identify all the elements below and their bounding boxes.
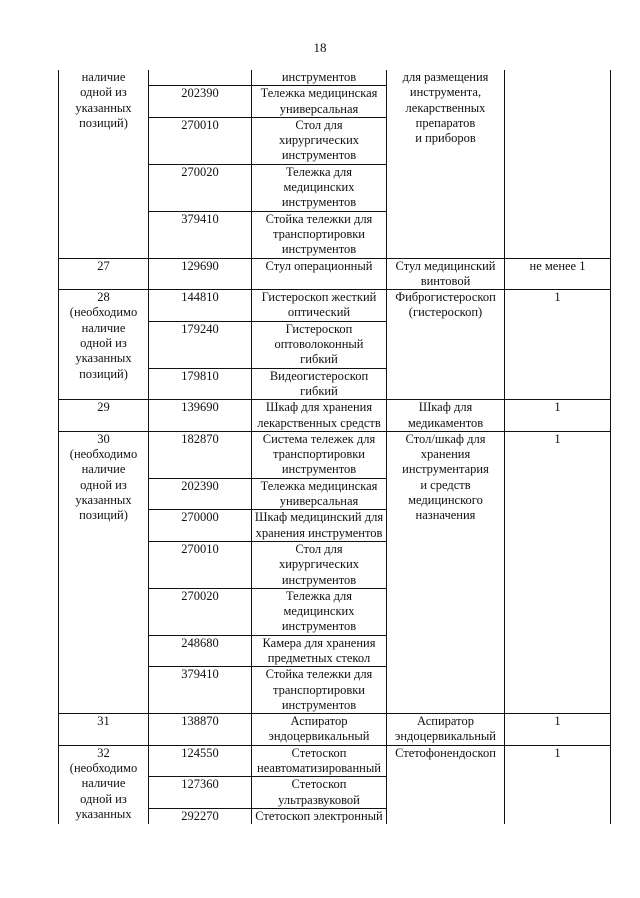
position-cell: 31 [59, 714, 149, 746]
name-cell: Стул операционный [252, 258, 387, 290]
code-cell [149, 70, 252, 86]
code-cell: 138870 [149, 714, 252, 746]
code-cell: 139690 [149, 400, 252, 432]
code-cell: 124550 [149, 745, 252, 777]
name-cell: Тележка для медицинских инструментов [252, 164, 387, 211]
equipment-cell: для размещения инструмента, лекарственных препаратов и приборов [387, 70, 505, 258]
code-cell: 270010 [149, 541, 252, 588]
code-cell: 144810 [149, 290, 252, 322]
position-cell: 32 (необходимо наличие одной из указанных [59, 745, 149, 824]
code-cell: 270020 [149, 588, 252, 635]
quantity-cell: 1 [505, 400, 611, 432]
equipment-cell: Аспиратор эндоцервикальный [387, 714, 505, 746]
table-row [59, 290, 611, 322]
code-cell: 248680 [149, 635, 252, 667]
name-cell: Шкаф для хранения лекарственных средств [252, 400, 387, 432]
name-cell: Стетоскоп неавтоматизированный [252, 745, 387, 777]
table-row [59, 745, 611, 777]
position-cell: 30 (необходимо наличие одной из указанных позиций) [59, 431, 149, 713]
equipment-table [58, 70, 611, 824]
code-cell: 202390 [149, 478, 252, 510]
quantity-cell: 1 [505, 290, 611, 400]
name-cell: Система тележек для транспортировки инструментов [252, 431, 387, 478]
code-cell: 129690 [149, 258, 252, 290]
name-cell: Гистероскоп оптоволоконный гибкий [252, 321, 387, 368]
name-cell: Тележка для медицинских инструментов [252, 588, 387, 635]
equipment-cell: Стетофонендоскоп [387, 745, 505, 824]
code-cell: 179240 [149, 321, 252, 368]
code-cell: 292270 [149, 808, 252, 824]
name-cell: Стетоскоп электронный [252, 808, 387, 824]
name-cell: Тележка медицинская универсальная [252, 478, 387, 510]
position-cell: 27 [59, 258, 149, 290]
name-cell: Камера для хранения предметных стекол [252, 635, 387, 667]
quantity-cell [505, 70, 611, 258]
code-cell: 270020 [149, 164, 252, 211]
code-cell: 270010 [149, 117, 252, 164]
quantity-cell: не менее 1 [505, 258, 611, 290]
name-cell: инструментов [252, 70, 387, 86]
quantity-cell: 1 [505, 714, 611, 746]
name-cell: Аспиратор эндоцервикальный [252, 714, 387, 746]
position-cell: наличие одной из указанных позиций) [59, 70, 149, 258]
equipment-cell: Шкаф для медикаментов [387, 400, 505, 432]
table-row [59, 400, 611, 432]
name-cell: Стойка тележки для транспортировки инструментов [252, 667, 387, 714]
name-cell: Тележка медицинская универсальная [252, 86, 387, 118]
equipment-cell: Фиброгистероскоп (гистероскоп) [387, 290, 505, 400]
equipment-cell: Стул медицинский винтовой [387, 258, 505, 290]
code-cell: 127360 [149, 777, 252, 809]
equipment-cell: Стол/шкаф для хранения инструментария и средств медицинского назначения [387, 431, 505, 713]
name-cell: Гистероскоп жесткий оптический [252, 290, 387, 322]
name-cell: Стол для хирургических инструментов [252, 541, 387, 588]
page-number: 18 [313, 40, 327, 55]
table-row [59, 258, 611, 290]
name-cell: Стойка тележки для транспортировки инструментов [252, 211, 387, 258]
name-cell: Стетоскоп ультразвуковой [252, 777, 387, 809]
code-cell: 179810 [149, 368, 252, 400]
code-cell: 182870 [149, 431, 252, 478]
quantity-cell: 1 [505, 745, 611, 824]
code-cell: 202390 [149, 86, 252, 118]
code-cell: 379410 [149, 211, 252, 258]
code-cell: 270000 [149, 510, 252, 542]
quantity-cell: 1 [505, 431, 611, 713]
position-cell: 28 (необходимо наличие одной из указанных позиций) [59, 290, 149, 400]
table-row [59, 70, 611, 86]
name-cell: Стол для хирургических инструментов [252, 117, 387, 164]
table-row [59, 714, 611, 746]
name-cell: Видеогистероскоп гибкий [252, 368, 387, 400]
code-cell: 379410 [149, 667, 252, 714]
position-cell: 29 [59, 400, 149, 432]
table-row [59, 431, 611, 478]
name-cell: Шкаф медицинский для хранения инструментов [252, 510, 387, 542]
